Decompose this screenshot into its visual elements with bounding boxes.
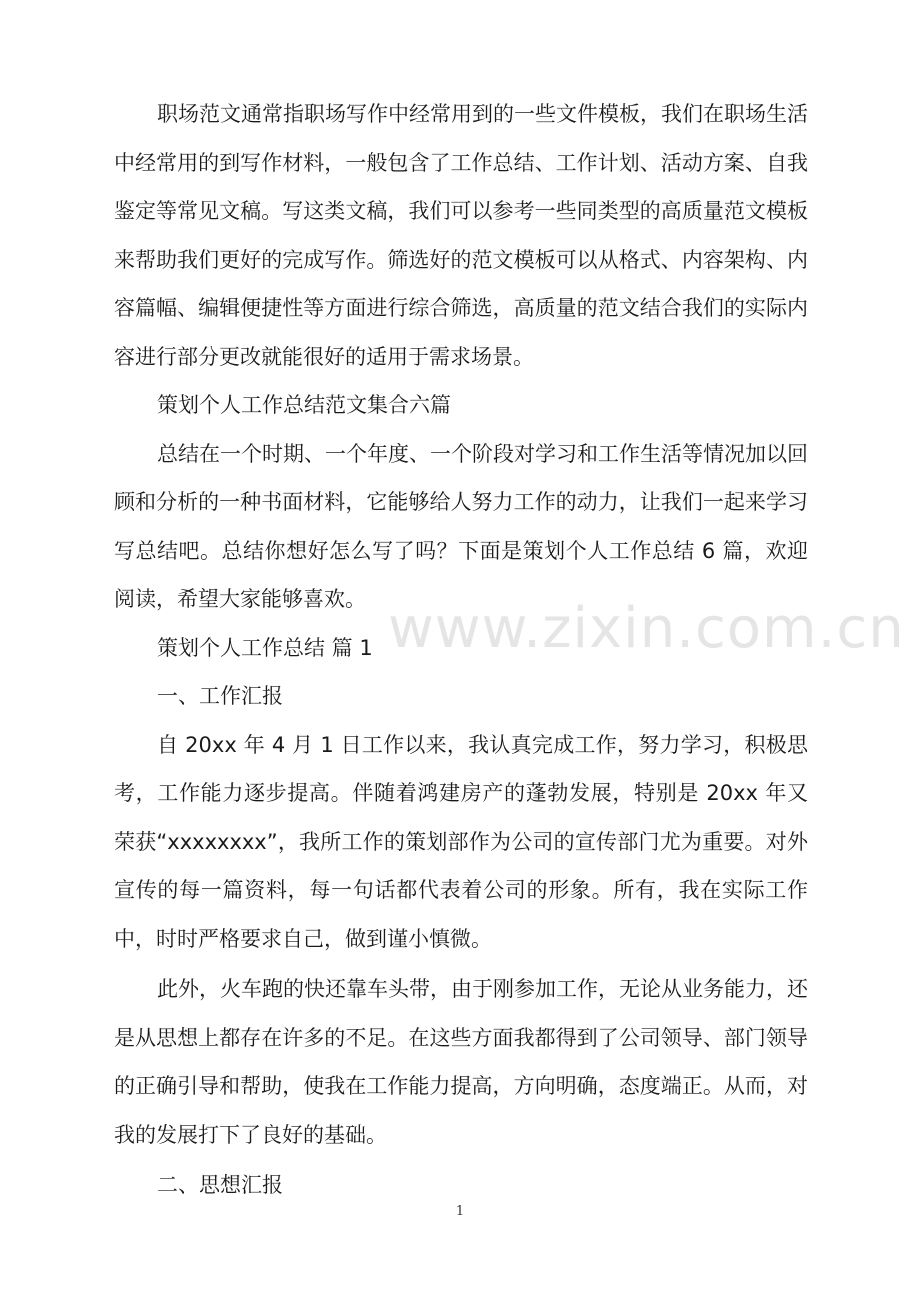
work-report-paragraph: 自 20xx 年 4 月 1 日工作以来，我认真完成工作，努力学习，积极思考，工作能力逐步提高。伴随着鸿建房产的蓬勃发展，特别是 20xx 年又荣获“xxxxxxxx”，我所工作的策划部作为公司的宣传部门尤为重要。对外宣传的每一篇资料，每一句话都代表着公司的形象。所有，我在实际工作中，时时严格要求自己，做到谨小慎微。: [114, 732, 808, 951]
intro-paragraph: 职场范文通常指职场写作中经常用到的一些文件模板，我们在职场生活中经常用的到写作材料，一般包含了工作总结、工作计划、活动方案、自我鉴定等常见文稿。写这类文稿，我们可以参考一些同类型的高质量范文模板来帮助我们更好的完成写作。筛选好的范文模板可以从格式、内容架构、内容篇幅、编辑便捷性等方面进行综合筛选，高质量的范文结合我们的实际内容进行部分更改就能很好的适用于需求场景。: [114, 102, 808, 369]
document-title: 策划个人工作总结范文集合六篇: [157, 393, 451, 417]
subheading-work-report: 一、工作汇报: [157, 684, 283, 708]
guidance-paragraph: 此外，火车跑的快还靠车头带，由于刚参加工作，无论从业务能力，还是从思想上都存在许多的不足。在这些方面我都得到了公司领导、部门领导的正确引导和帮助，使我在工作能力提高，方向明确，态度端正。从而，对我的发展打下了良好的基础。: [114, 977, 808, 1147]
section-heading-part-1: 策划个人工作总结 篇 1: [157, 635, 373, 660]
subheading-thought-report: 二、思想汇报: [157, 1173, 283, 1197]
page-number: 1: [455, 1204, 465, 1219]
watermark: www.zixin.com.cn: [388, 596, 905, 661]
document-body: [114, 90, 808, 1210]
summary-paragraph: 总结在一个时期、一个年度、一个阶段对学习和工作生活等情况加以回顾和分析的一种书面材料，它能够给人努力工作的动力，让我们一起来学习写总结吧。总结你想好怎么写了吗？下面是策划个人工作总结 6 篇，欢迎阅读，希望大家能够喜欢。: [114, 441, 808, 611]
